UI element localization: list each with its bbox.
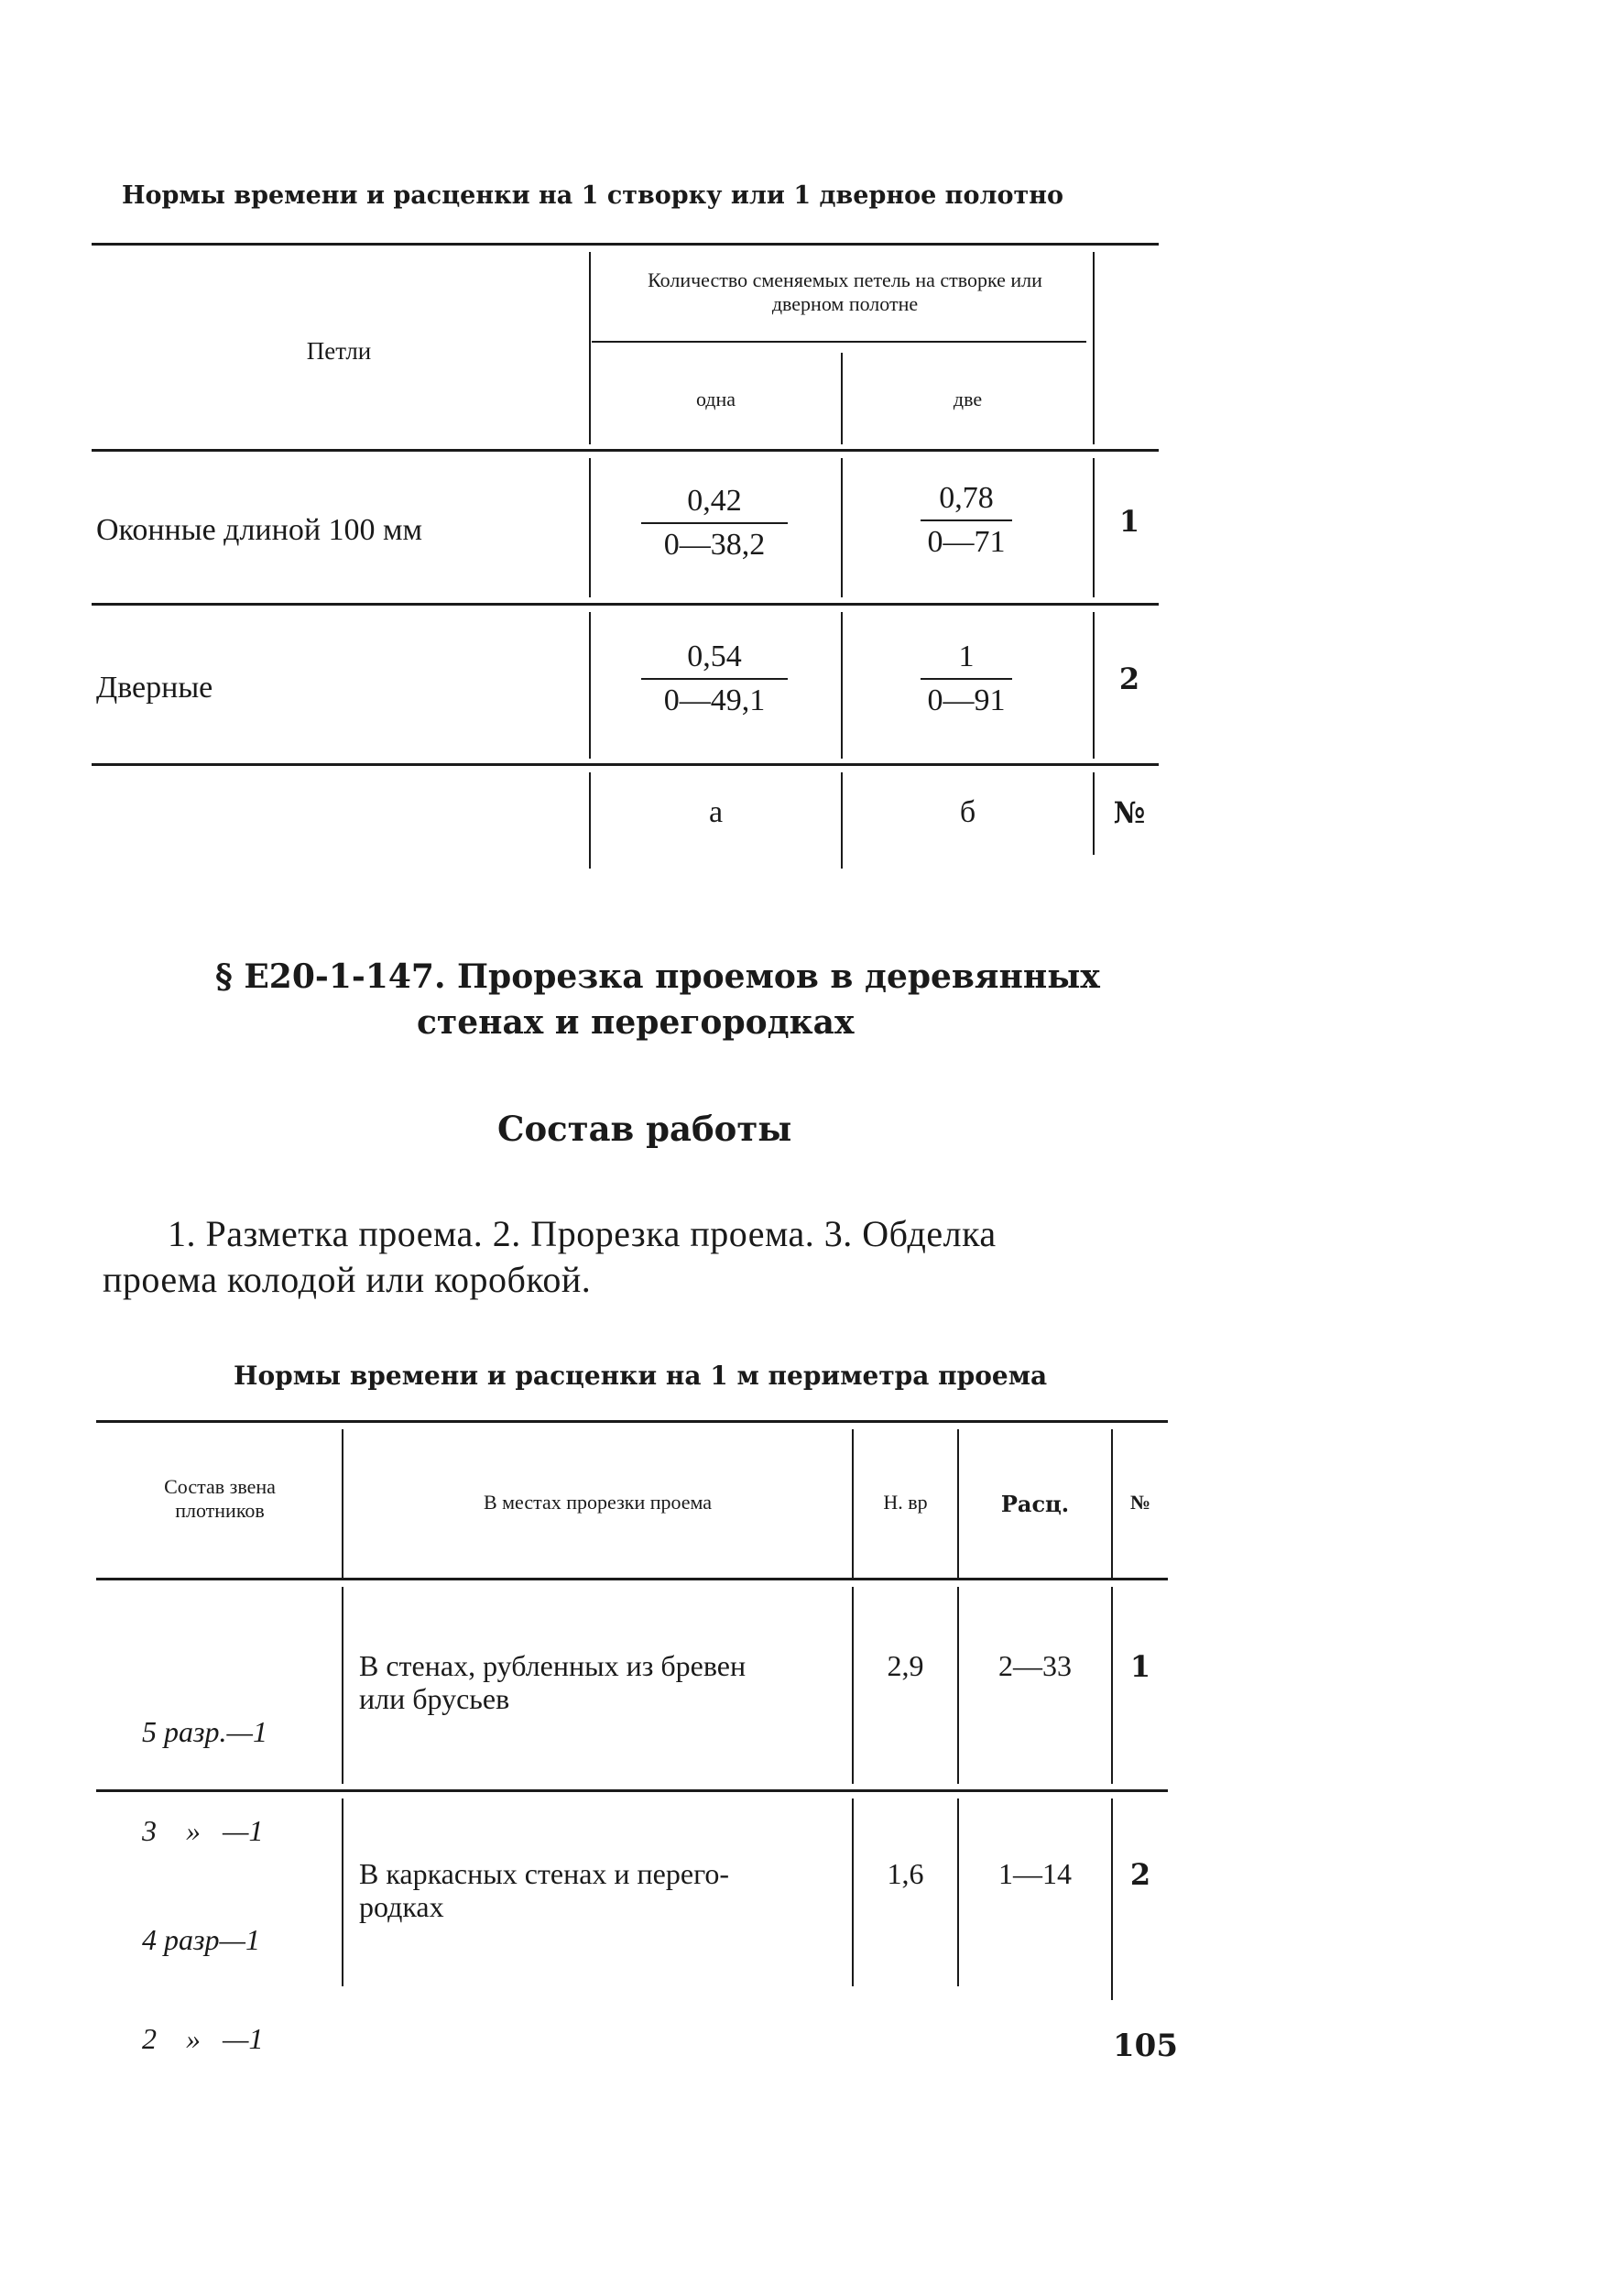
- table2-header-crew: [101, 1475, 339, 1523]
- table1-group-rule: [592, 341, 1086, 343]
- page-number: 105: [1113, 2028, 1178, 2064]
- table1-cell-b-norm: 0,78: [939, 481, 994, 515]
- table1-vline: [589, 458, 591, 597]
- table2-vline: [957, 1798, 959, 1986]
- table2-crew-line2: 3 » —1: [142, 1814, 264, 1847]
- fraction-bar: [641, 678, 788, 680]
- table1-vline: [1093, 612, 1095, 759]
- table2-row-num: 2: [1129, 1857, 1151, 1892]
- table1-header-sub-a: одна: [695, 388, 736, 410]
- table2-header-num: №: [1129, 1491, 1151, 1514]
- table2-crew-line1: 5 разр.—1: [142, 1715, 267, 1748]
- section-subtitle: Состав работы: [497, 1109, 792, 1149]
- table1-vline: [841, 458, 843, 597]
- table1-cell-a-rate: 0—49,1: [663, 683, 766, 717]
- table2-place-line1: В стенах, рубленных из бревен: [359, 1649, 747, 1682]
- table2-header-rate: Расц.: [1000, 1491, 1070, 1517]
- table1-row-rule: [92, 603, 1159, 606]
- table2-crew: [142, 1857, 263, 2088]
- table1-header-rule: [92, 449, 1159, 452]
- table1-cell-b-rate: 0—91: [927, 683, 1006, 717]
- table2-header-crew-line1: Состав звена: [164, 1475, 276, 1498]
- table2-crew-line1: 4 разр—1: [142, 1923, 260, 1956]
- table2-nvr: 1,6: [887, 1857, 924, 1890]
- table2-vline: [852, 1798, 854, 1986]
- section-title-line2: стенах и перегородках: [417, 1003, 855, 1042]
- table1-cell-b-rate: 0—71: [927, 525, 1006, 559]
- table2-vline: [957, 1587, 959, 1784]
- table1-vline: [841, 612, 843, 759]
- table2-row-num: 1: [1129, 1649, 1151, 1684]
- table2-nvr: 2,9: [887, 1649, 924, 1682]
- table2-place: [359, 1649, 746, 1715]
- table2-vline: [342, 1798, 343, 1986]
- table2-rate: 1—14: [998, 1857, 1072, 1890]
- table2-top-rule: [96, 1420, 1168, 1423]
- table1-caption: Нормы времени и расценки на 1 створку или 1 дверное полотно: [122, 181, 1064, 210]
- table1-vline: [1093, 458, 1095, 597]
- table1-cell-b: [921, 640, 1012, 718]
- table1-row-label: Дверные: [96, 671, 213, 705]
- table2-caption: Нормы времени и расценки на 1 м периметра проема: [234, 1361, 1048, 1391]
- table1-header-sub-b: две: [953, 388, 983, 410]
- table1-cell-a-rate: 0—38,2: [663, 528, 766, 562]
- fraction-bar: [921, 519, 1012, 521]
- table1-cell-b: [921, 481, 1012, 560]
- table1-cell-a: [641, 484, 788, 563]
- table2-vline: [852, 1587, 854, 1784]
- table2-place-line2: родках: [359, 1890, 444, 1923]
- table2-place-line1: В каркасных стенах и перего-: [359, 1857, 730, 1890]
- section-title-line1: § Е20-1-147. Прорезка проемов в деревянных: [215, 957, 1100, 996]
- table2-vline: [1111, 1798, 1113, 2000]
- table1-vline: [589, 252, 591, 444]
- table1-vline: [1093, 252, 1095, 444]
- table1-header-group: Количество сменяемых петель на створке или дверном полотне: [648, 268, 1042, 315]
- table2-place-line2: или брусьев: [359, 1682, 510, 1715]
- table1-row-num: 1: [1118, 504, 1140, 539]
- fraction-bar: [641, 522, 788, 524]
- table2-crew-line2: 2 » —1: [142, 2022, 264, 2055]
- table2-vline: [1111, 1587, 1113, 1784]
- table2-header-nvr: Н. вр: [883, 1491, 928, 1514]
- section-body-line2: проема колодой или коробкой.: [103, 1259, 592, 1300]
- table2-crew: [142, 1649, 267, 1880]
- table1-row-label: Оконные длиной 100 мм: [96, 513, 423, 547]
- fraction-bar: [921, 678, 1012, 680]
- section-body-line1: 1. Разметка проема. 2. Прорезка проема. 3. Обделка: [168, 1213, 997, 1254]
- table1-footer-b: б: [959, 795, 976, 829]
- table1-row-num: 2: [1118, 661, 1140, 696]
- table2-rate: 2—33: [998, 1649, 1072, 1682]
- table2-header-crew-line2: плотников: [175, 1499, 265, 1522]
- table1-header-col: Петли: [306, 337, 372, 365]
- table1-cell-a-norm: 0,42: [687, 484, 742, 518]
- table1-top-rule: [92, 243, 1159, 246]
- table1-footer-num: №: [1113, 795, 1146, 830]
- table1-footer-a: а: [708, 795, 724, 829]
- table1-vline: [589, 612, 591, 759]
- table2-header-rule: [96, 1578, 1168, 1580]
- table1-cell-a-norm: 0,54: [687, 640, 742, 673]
- table2-place: [359, 1857, 729, 1923]
- table2-row-rule: [96, 1789, 1168, 1792]
- table1-vline: [1093, 772, 1095, 855]
- table2-vline: [342, 1587, 343, 1784]
- table2-header-place: В местах прорезки проема: [483, 1491, 713, 1514]
- table1-bottom-rule: [92, 763, 1159, 766]
- table1-cell-b-norm: 1: [958, 640, 975, 673]
- table1-cell-a: [641, 640, 788, 718]
